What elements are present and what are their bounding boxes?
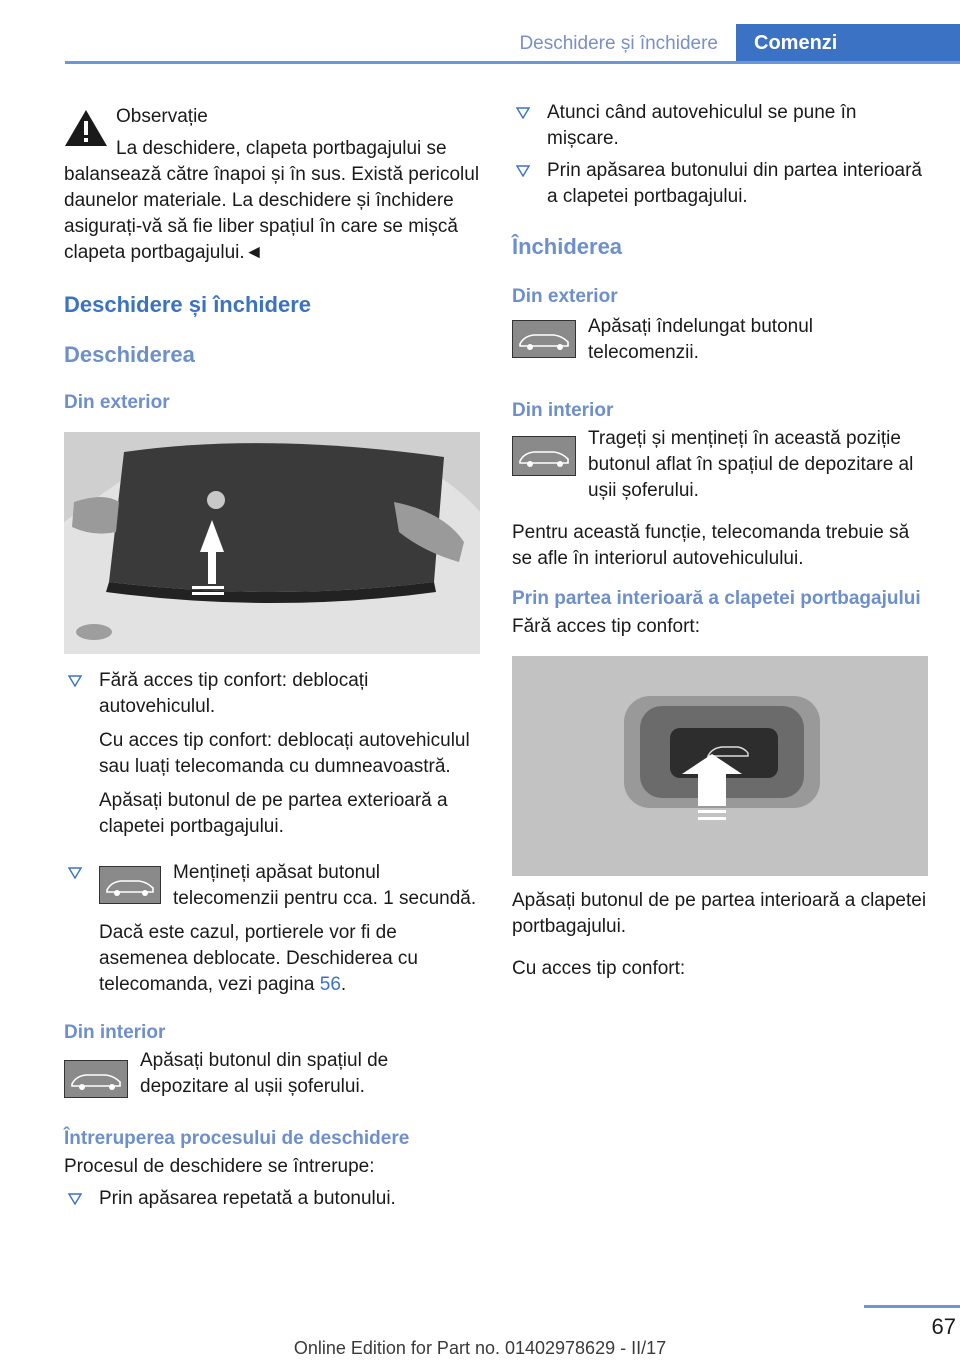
heading-close-inside-lid: Prin partea interioară a clapetei portbagajului — [512, 588, 921, 609]
bullet-triangle-icon — [516, 107, 530, 119]
bullet-triangle-icon — [68, 867, 82, 879]
header-rule — [65, 61, 960, 64]
heading-interrupt: Întreruperea procesului de deschidere — [64, 1128, 410, 1149]
heading-close-exterior: Din exterior — [512, 286, 618, 307]
bullet-text-5: Prin apăsarea butonului din partea interioară a clapetei portbagajului. — [547, 160, 922, 207]
bullet-triangle-icon — [68, 675, 82, 687]
trunk-button-illustration — [512, 656, 928, 876]
bullet-item — [512, 100, 928, 152]
left-column — [64, 100, 480, 1212]
trunk-exterior-photo — [64, 432, 480, 654]
interior-instruction — [64, 1048, 480, 1100]
page-number: 67 — [931, 1314, 956, 1339]
interior-text: Apăsați butonul din spațiul de depozitare al ușii șoferului. — [140, 1050, 389, 1097]
bullet-text-4: Atunci când autovehiculul se pune în mișcare. — [547, 102, 857, 149]
warning-title: Observație — [116, 106, 208, 127]
bullet-text-1c: Apăsați butonul de pe partea exterioară a clapetei portbagajului. — [99, 790, 448, 837]
close-exterior-instruction — [512, 314, 928, 366]
close-interior-text: Trageți și mențineți în această poziție butonul aflat în spațiul de depozitare al ușii șoferului. — [588, 428, 914, 501]
warning-text — [64, 136, 480, 266]
bullet-item — [64, 1186, 480, 1212]
heading-closing: Închiderea — [512, 234, 623, 259]
trunk-exterior-illustration — [64, 432, 480, 654]
car-trunk-key-icon — [512, 436, 576, 476]
edition-footer: Online Edition for Part no. 01402978629 - II/17 — [293, 1338, 667, 1358]
heading-from-exterior: Din exterior — [64, 392, 170, 413]
car-trunk-key-icon — [99, 866, 161, 904]
close-interior-instruction — [512, 426, 928, 504]
heading-open-close: Deschidere și închidere — [64, 292, 311, 317]
bullet-text-2a: Mențineți apăsat butonul telecomenzii pentru cca. 1 secundă. — [173, 862, 477, 909]
car-trunk-key-icon — [64, 1060, 128, 1098]
with-comfort-label: Cu acces tip confort: — [512, 958, 686, 979]
trunk-button-photo — [512, 656, 928, 876]
bullet-item — [512, 158, 928, 210]
bullet-triangle-icon — [516, 165, 530, 177]
warning-text-body: La deschidere, clapeta portbagajului se balansează către înapoi și în sus. Există pericolul daunelor materiale. La deschidere și închidere asigurați-vă să fie liber spațiul în care se mișcă clapeta portbagajului.◄ — [64, 138, 480, 263]
header-section-title: Deschidere și închidere — [519, 33, 718, 54]
interrupt-text: Procesul de deschidere se întrerupe: — [64, 1156, 375, 1177]
heading-from-interior: Din interior — [64, 1022, 166, 1043]
page-number-rule — [864, 1305, 960, 1308]
header-chapter-tab[interactable]: Comenzi — [736, 24, 960, 62]
bullet-item — [64, 860, 480, 998]
no-comfort-label: Fără acces tip confort: — [512, 616, 700, 637]
bullet-text-1a: Fără acces tip confort: deblocați autovehiculul. — [99, 670, 369, 717]
bullet-item — [64, 668, 480, 840]
warning-note — [64, 100, 480, 264]
press-inside-text: Apăsați butonul de pe partea interioară a clapetei portbagajului. — [512, 890, 927, 937]
bullet-text-3: Prin apăsarea repetată a butonului. — [99, 1188, 396, 1209]
bullet-triangle-icon — [68, 1193, 82, 1205]
car-trunk-key-icon — [512, 320, 576, 358]
function-note: Pentru această funcție, telecomanda trebuie să se afle în interiorul autovehiculului. — [512, 522, 910, 569]
bullet-text-2b: Dacă este cazul, portierele vor fi de asemenea deblocate. Deschiderea cu telecomanda, vezi pagina 56. — [99, 922, 418, 995]
heading-opening: Deschiderea — [64, 342, 195, 367]
close-exterior-text: Apăsați îndelungat butonul telecomenzii. — [588, 316, 814, 363]
page-link-56[interactable]: 56 — [319, 974, 341, 995]
bullet-text-1b: Cu acces tip confort: deblocați autovehiculul sau luați telecomanda cu dumneavoastră. — [99, 730, 470, 777]
right-column — [512, 100, 928, 982]
heading-close-interior: Din interior — [512, 400, 614, 421]
